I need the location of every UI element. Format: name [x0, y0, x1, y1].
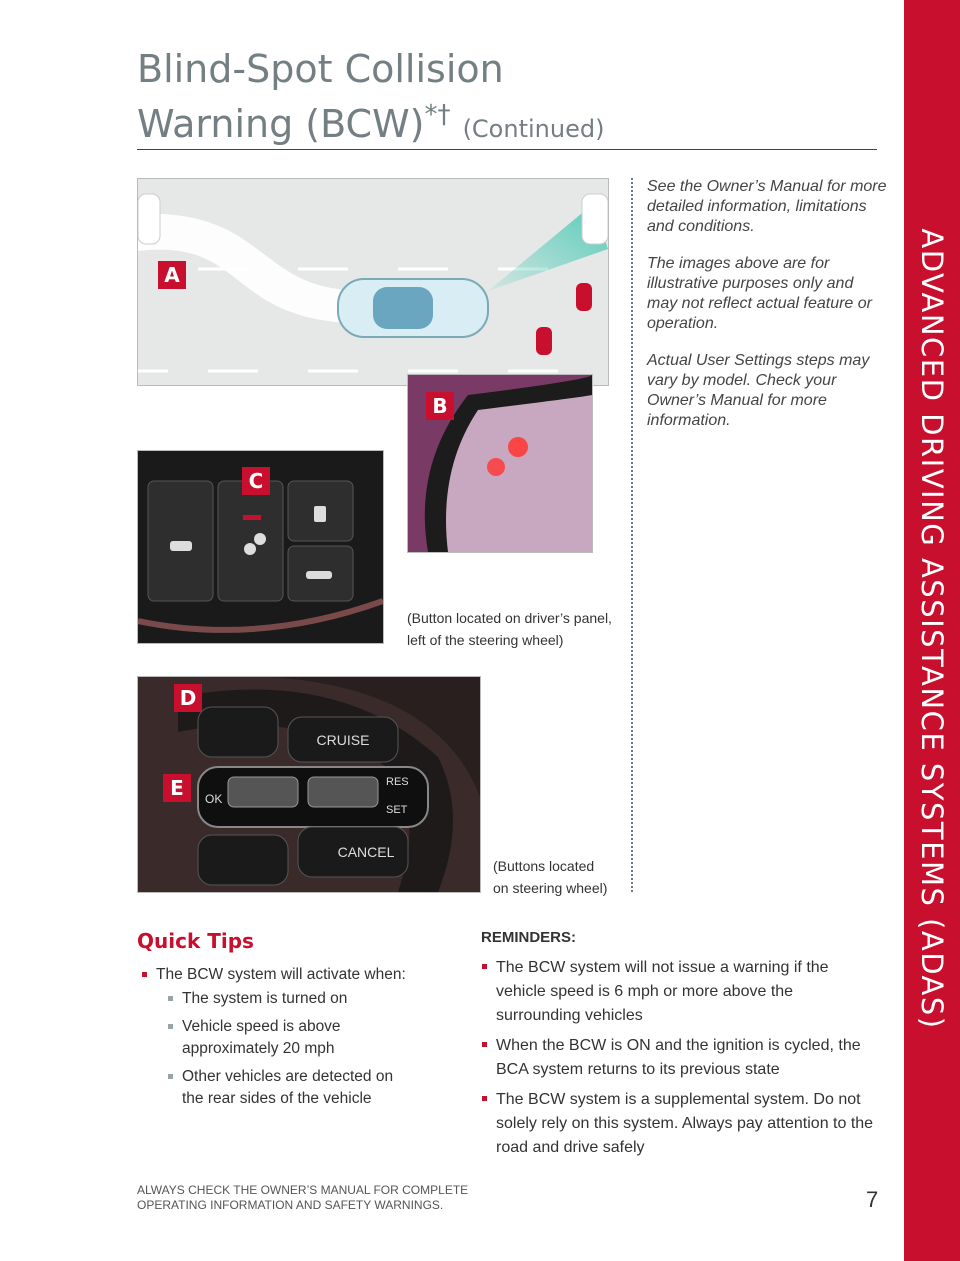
quick-tip-item: Other vehicles are detected on the rear sides of the vehicle	[182, 1066, 412, 1110]
quick-tips-heading: Quick Tips	[137, 929, 254, 953]
reminder-item: When the BCW is ON and the ignition is cycled, the BCA system returns to its previous state	[496, 1034, 876, 1082]
footer-warning: ALWAYS CHECK THE OWNER’S MANUAL FOR COMPLETE OPERATING INFORMATION AND SAFETY WARNINGS.	[137, 1183, 469, 1212]
quick-tip-item: The system is turned on	[182, 988, 412, 1010]
title-line-1: Blind-Spot Collision	[137, 47, 504, 91]
side-section-band	[904, 0, 960, 1261]
badge-e: E	[163, 774, 191, 802]
quick-tips-list	[156, 964, 426, 986]
title-marks: *†	[424, 100, 451, 130]
note-user-settings: Actual User Settings steps may vary by model. Check your Owner’s Manual for more information.	[647, 352, 870, 429]
page-title	[137, 46, 837, 152]
vertical-dotted-divider	[631, 178, 633, 892]
note-illustrative: The images above are for illustrative purposes only and may not reflect actual feature or operation.	[647, 255, 872, 332]
page-number: 7	[866, 1187, 879, 1212]
host-car-icon	[338, 279, 488, 337]
quick-tip-item: Vehicle speed is above approximately 20 mph	[182, 1016, 412, 1060]
cruise-button-label: CRUISE	[316, 732, 370, 748]
warning-light-icon-2	[487, 458, 505, 476]
set-label: SET	[386, 804, 408, 816]
title-line-2: Warning (BCW)	[137, 102, 425, 146]
reminders-heading: REMINDERS:	[481, 929, 577, 946]
cancel-button-label: CANCEL	[337, 844, 395, 860]
road-scene-graphic	[138, 179, 608, 385]
wheel-caption: (Buttons located on steering wheel)	[493, 858, 608, 896]
note-owners-manual: See the Owner’s Manual for more detailed information, limitations and conditions.	[647, 178, 887, 235]
res-label: RES	[386, 776, 409, 788]
quick-tip-intro: The BCW system will activate when:	[156, 964, 426, 986]
badge-a: A	[158, 261, 186, 289]
quick-tips-sublist	[182, 988, 412, 1110]
badge-c: C	[242, 467, 270, 495]
side-mirror-photo	[407, 374, 593, 553]
bcw-road-illustration	[137, 178, 609, 386]
driver-panel-photo	[137, 450, 384, 644]
ok-label: OK	[205, 792, 223, 806]
warning-light-icon	[508, 437, 528, 457]
reminder-item: The BCW system is a supplemental system. Do not solely rely on this system. Always pay attention to the road and drive safely	[496, 1088, 876, 1160]
badge-b: B	[426, 392, 454, 420]
section-label: ADVANCED DRIVING ASSISTANCE SYSTEMS (ADAS)	[915, 228, 949, 1030]
reminder-item: The BCW system will not issue a warning if the vehicle speed is 6 mph or more above the surrounding vehicles	[496, 956, 876, 1028]
title-continued: (Continued)	[462, 115, 605, 143]
panel-caption: (Button located on driver’s panel, left of the steering wheel)	[407, 610, 612, 648]
indicator-led	[243, 515, 261, 520]
reminders-list	[496, 956, 876, 1160]
title-divider	[137, 149, 877, 150]
badge-d: D	[174, 684, 202, 712]
steering-wheel-photo	[137, 676, 481, 893]
